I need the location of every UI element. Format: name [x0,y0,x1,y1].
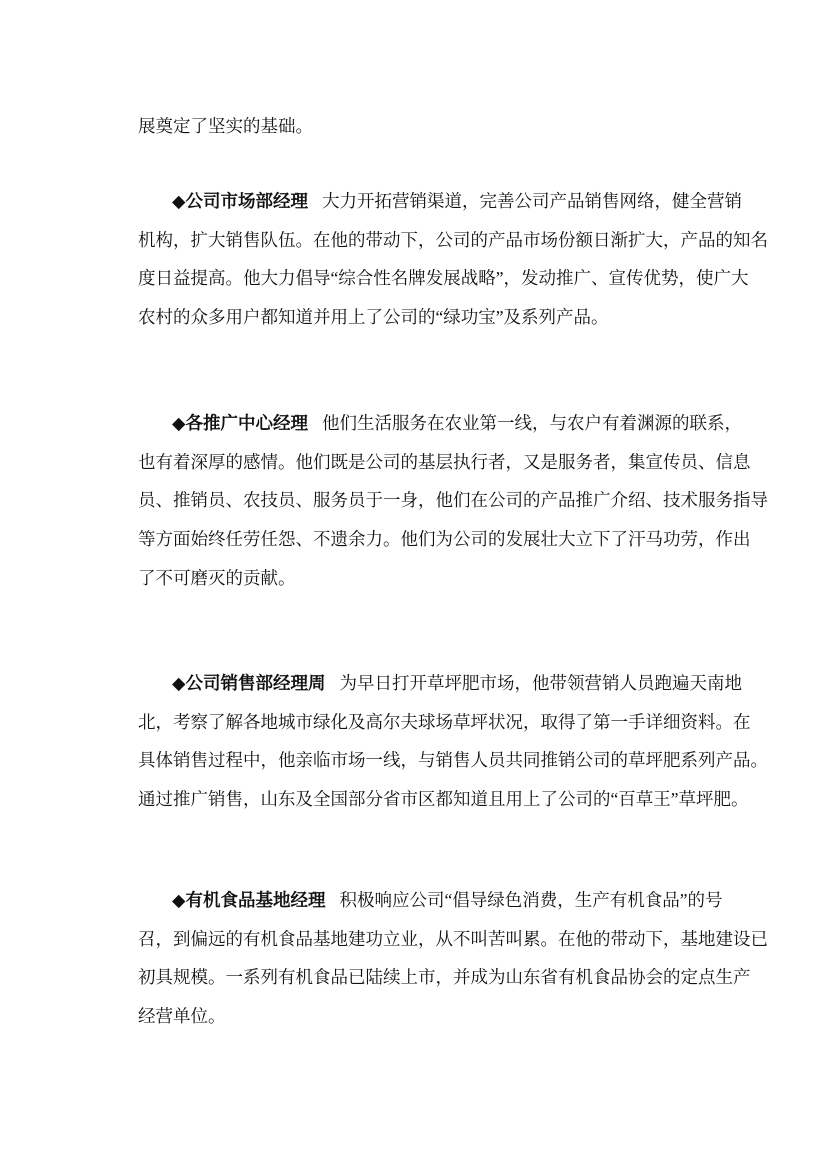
section-text: 积极响应公司“倡导绿色消费，生产有机食品”的号 [339,890,723,910]
section-text: 员、推销员、农技员、服务员于一身，他们在公司的产品推广介绍、技术服务指导 [138,490,768,511]
section-text: 经营单位。 [138,1006,226,1027]
section-text: 农村的众多用户都知道并用上了公司的“绿功宝”及系列产品。 [138,307,609,328]
section-text: 北，考察了解各地城市绿化及高尔夫球场草坪状况，取得了第一手详细资料。在 [138,711,751,732]
section-heading: ◆公司市场部经理 [172,191,308,211]
section-text: 具体销售过程中，他亲临市场一线，与销售人员共同推销公司的草坪肥系列产品。 [138,750,768,771]
section-promotion-center-managers [138,411,768,604]
section-heading: ◆各推广中心经理 [172,413,308,433]
intro-line: 展奠定了坚实的基础。 [138,116,313,136]
section-text: 了不可磨灭的贡献。 [138,567,296,588]
section-text: 等方面始终任劳任怨、不遗余力。他们为公司的发展壮大立下了汗马功劳，作出 [138,529,751,550]
section-sales-manager [138,671,768,826]
section-text: 他们生活服务在农业第一线，与农户有着渊源的联系， [321,413,742,433]
section-heading: ◆公司销售部经理周 [172,673,326,693]
section-text: 初具规模。一系列有机食品已陆续上市，并成为山东省有机食品协会的定点生产 [138,967,751,988]
section-organic-food-manager [138,888,768,1043]
section-text: 为早日打开草坪肥市场，他带领营销人员跑遍天南地 [339,673,742,693]
section-text: 大力开拓营销渠道，完善公司产品销售网络，健全营销 [321,191,742,211]
section-text: 机构，扩大销售队伍。在他的带动下，公司的产品市场份额日渐扩大，产品的知名 [138,229,768,250]
section-text: 度日益提高。他大力倡导“综合性名牌发展战略”，发动推广、宣传优势，使广大 [138,268,749,289]
section-text: 也有着深厚的感情。他们既是公司的基层执行者，又是服务者，集宣传员、信息 [138,451,751,472]
section-text: 召，到偏远的有机食品基地建功立业，从不叫苦叫累。在他的带动下，基地建设已 [138,928,768,949]
section-market-manager [138,189,768,344]
intro-paragraph [138,114,722,153]
section-text: 通过推广销售，山东及全国部分省市区都知道且用上了公司的“百草王”草坪肥。 [138,789,749,810]
section-heading: ◆有机食品基地经理 [172,890,326,910]
